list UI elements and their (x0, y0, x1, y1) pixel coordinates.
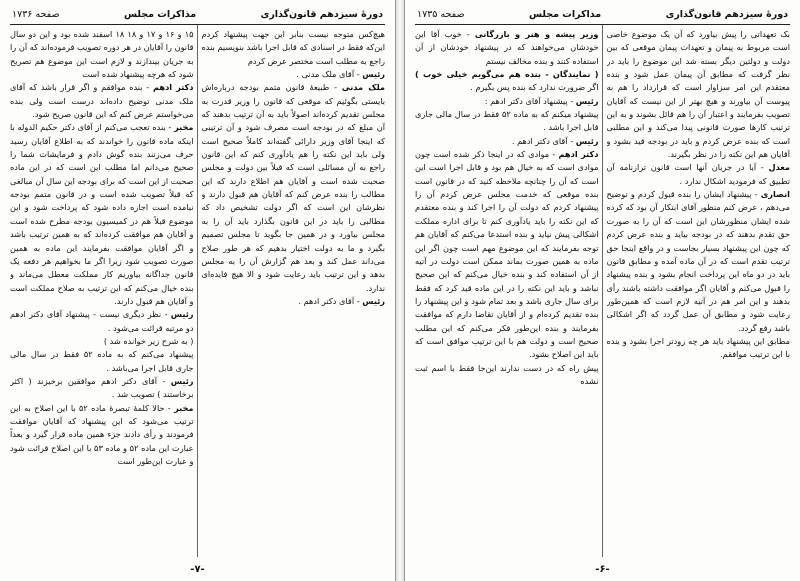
paragraph (202, 81, 386, 295)
paragraph (10, 348, 194, 375)
paragraph (415, 95, 599, 108)
paragraph-text: - بنده تعجب می‌کنم از آقای دکتر حکیم الدوله با اینکه ماده قانون را خواندند که به اطلاع آقایان رسید حرف می‌زنند بنده گوش دادم و فرمایشات شما را صحیح می‌دانم اما مطلب این است که در این ماده صحبت از این است که برای بودجه این سال آن مبالغی که قبلاً تصویب شده است و در قانون متمم بودجه نیامده است اجازه داده شود که پرداخت شود و این موضوع قبلاً هم در کمیسیون بودجه مطرح شده است و آقایان هم موافقت کرده‌اند که به همین ترتیب باشد و اگر آقایان موافقت بفرمایند این ماده به همین صورت تصویب شود زیرا اگر ما بخواهیم هر دفعه یک قانون جداگانه بیاوریم کار مملکت معطل می‌ماند و بنده خیال می‌کنم که این ترتیب به صلاح مملکت است و آقایان هم قبول دارند. (10, 122, 194, 306)
page-footer-number: -۷- (190, 564, 205, 575)
paragraph (415, 362, 599, 389)
page-header (415, 6, 790, 25)
header-term: دورهٔ سیزدهم قانون‌گذاری (665, 8, 788, 20)
speaker-label: رئیس (575, 95, 599, 106)
paragraph (202, 28, 386, 68)
speaker-label: ( نمایندگان - بنده هم می‌گویم خیلی خوب ) (415, 69, 599, 80)
paragraph-text: اگر ضرورت ندارد که بنده پس بگیرم . (470, 82, 599, 93)
paragraph-text: - پیشنهاد ایشان را بنده قبول کردم و توضیح می‌دهم ، عرض کنم منظور آقای ابتکار آن بود که کرده شده ایشان منظورشان این است که آن را به صورت حق تقدم بدهند که در بودجه بیاید و بنده عرض کردم که چون این پیشنهاد بسیار بجاست و در واقع اینجا حق ترتیب تقدم است که در آن ماده آمده و مطابق قانون باید در دو ماه این پرداخت انجام بشود و بنده پیشنهاد را قبول می‌کنم و آقایان اگر موافقت داشته باشند رأی بدهند و این امر هم در آتیه لازم است که همین‌طور رعایت شود و مطابق آن عمل گردد که اگر اشکالی باشد رفع گردد. (606, 189, 790, 333)
column-divider (602, 25, 603, 557)
speaker-label: رئیس (170, 309, 194, 320)
header-session: مذاکرات مجلس (528, 8, 602, 20)
page-footer-number: -۶- (595, 564, 610, 575)
left-page (0, 0, 396, 581)
paragraph (415, 148, 599, 362)
column-left (415, 28, 599, 563)
paragraph-text: بک تعهداتی را پیش بیاورد که آن یک موضوع خاصی است مربوط به پیمان و تعهدات پیمان موقعی که بین دولت و دولتین دیگر بسته شد این موضوع را باید در نظر گرفت که مطابق آن پیمان عمل شود و بنده معتقدم این امر سزاوار است که قرارداد را هم به پیوست آن بیاورند و هیچ بهتر از این نیست که آقایان تصویب بفرمایند و اعتبار آن را هم قائل بشوند و به این ترتیب کارها صورت قانونی پیدا می‌کند و این مطلبی است که بنده عرض کردم و باید در بودجه قید بشود و آقایان هم این نکته را در نظر بگیرند. (606, 29, 790, 160)
paragraph (415, 108, 599, 135)
paragraph (607, 188, 791, 335)
book-gutter (396, 0, 404, 581)
paragraph-text: - موادی که در اینجا ذکر شده است چون موادی است که به خیال هم بود و قابل اجرا است این است که آن را چنانچه ملاحظه کنید که در قانون است بنده موقعی که خدمت مجلس عرض کردم آن را پیشنهاد کردم که دولت آن را اجرا کند و بنده معتقدم که این نکته را باید یادآوری کنم تا برای اداره مملکت اشکالی پیش نیاید و بنده استدعا می‌کنم که آقایان هم توجه بفرمایند که این موضوع مهم است چون اگر این ماده به همین صورت بماند ممکن است دولت در آتیه از آن استفاده کند و بنده خیال می‌کنم که این صحیح نباشد و باید این نکته را در این ماده قید کرد که فقط برای سال جاری باشد و بعد تمام شود و این پیشنهاد را بنده تقدیم کرده‌ام و از آقایان تقاضا دارم که موافقت بفرمایند و بنده این‌طور فکر می‌کنم که این مطلب صحیح است و دولت هم با این ترتیب موافق است که باید این اصلاح بشود. (415, 149, 599, 360)
speaker-label: ملک مدنی (341, 82, 385, 93)
column-right (202, 28, 386, 563)
paragraph (415, 28, 599, 68)
paragraph-text: - حالا کلمهٔ تبصرهٔ ماده ۵۲ با این اصلاح به این ترتیب می‌شود که این پیشنهاد که آقایان موافقت فرمودند و رأی دادند جزء همین ماده قرار گیرد و بعداً عبارت این ماده ۵۲ و ماده ۵۳ با این اصلاح قرائت شود و عبارت این‌طور است (10, 402, 194, 466)
column-left (10, 28, 194, 563)
paragraph (10, 335, 194, 348)
page-header (10, 6, 385, 25)
column-right (607, 28, 791, 563)
paragraph-text: - آقای دکتر ادهم . (298, 295, 363, 306)
paragraph-text: - خوب آقا این خودشان می‌خواهند که در پیشنهاد خودشان از آن استفاده کنند و بنده مخالف نیستم (415, 29, 599, 66)
paragraph (202, 295, 386, 308)
paragraph-text: - آقای دکتر ادهم . (511, 135, 576, 146)
speaker-label: رئیس (170, 375, 194, 386)
speaker-label: مخبر (174, 402, 194, 413)
paragraph-text: ( به شرح زیر خوانده شد ) (103, 335, 194, 346)
paragraph (10, 28, 194, 81)
right-page (404, 0, 800, 581)
header-page-number: صفحه ۱۷۳۶ (12, 8, 60, 20)
paragraph-text: - آیا در جریان آنها است قانون ترازنامه آن تطبیق که فرمودید اشکال ندارد . (606, 162, 790, 186)
paragraph-text: - طبیعهٔ قانون متمم بودجه درباره‌اش بایستی بگوئیم که موقعی که قانون را وزیر قدرت به مجلس تقدیم کرده‌اند اصولاً باید به آن ترتیب بدهند که آن مبلغ که در بودجه است مصرف شود و آن ترتیبی که اینجا آقای وزیر دارائی گفته‌اند کاملاً صحیح است ولی باید این نکته را هم یادآوری کنم که این قانون راجع به آن مسائلی است که قبلاً بین دولت و مجلس صحبت شده است و آقایان هم اطلاع دارند که این مطالب را بنده عرض کنم که آقایان هم قبول دارند و نظرشان این است که اگر دولت تشخیص داد که مطالبی را باید در این قانون بگذارد باید آن را به مجلس بیاورد و در همین جا بگوید تا مجلس تصمیم بگیرد و ما به دولت اختیار بدهیم که هر طور صلاح می‌داند عمل کند و بعد هم گزارش آن را به مجلس بدهد و این ترتیب باید رعایت شود و الا هیچ فایده‌ای ندارد. (201, 82, 385, 293)
speaker-label: دکتر ادهم (558, 149, 599, 160)
speaker-label: وزیر پیشه و هنر و بازرگانی (474, 29, 599, 39)
speaker-label: رئیس (362, 69, 385, 80)
paragraph-text: - آقای ملک مدنی . (296, 69, 363, 80)
paragraph (10, 402, 194, 469)
header-page-number: صفحه ۱۷۳۵ (417, 8, 465, 20)
speaker-label: رئیس (362, 295, 385, 306)
paragraph (10, 81, 194, 121)
paragraph (607, 335, 791, 362)
paragraph-text: - بنده موافقم و اگر قرار باشد که آقای ملک مدنی توضیح داده‌اند درست است ولی بنده می‌خواستم عرض کنم که این قانون صریح شود. (10, 82, 194, 120)
speaker-label: رئیس (575, 135, 599, 146)
paragraph-text: پیشنهاد میکنم که به ماده ۵۲ فقط در سال مالی جاری قابل اجرا باشد . (415, 109, 599, 133)
speaker-label: انصاری (760, 189, 790, 200)
column-divider (197, 25, 198, 557)
paragraph-text: هیچ‌کس متوجه نیست بنابر این جهت پیشنهاد کردم این‌که فقط در اسنادی که قابل اجرا باشد بنویسیم بنده راجع به مطلب است مختصر عرض کردم (201, 29, 385, 66)
speaker-label: معدل (768, 162, 790, 173)
paragraph (415, 68, 599, 95)
header-term: دورهٔ سیزدهم قانون‌گذاری (260, 8, 383, 20)
paragraph (202, 68, 386, 81)
paragraph-text: پیشنهاد می‌کنم که به ماده ۵۲ فقط در سال مالی جاری قابل اجرا می‌باشد . (10, 349, 194, 373)
paragraph-text: پیش راه که در دست ندارند این‌جا فقط با اسم ثبت نشده (415, 362, 599, 386)
paragraph-text: - آقای دکتر ادهم موافقین برخیزند ( اکثر برخاستند ) تصویب شد . (10, 375, 194, 400)
paragraph (10, 375, 194, 402)
paragraph (607, 28, 791, 161)
paragraph (607, 161, 791, 188)
paragraph-text: - نظر دیگری نیست - پیشنهاد آقای دکتر ادهم دو مرتبه قرائت می‌شود . (10, 309, 194, 333)
header-session: مذاکرات مجلس (123, 8, 197, 20)
paragraph-text: ۱۵ و ۱۶ و ۱۷ و ۱۸ ۱۸ اسفند شده بود و این دو سال قانون را آقایان در هر دوره تصویب فرموده‌اند که آن را به جریان بیندازند و لازم است این موضوع هم تصریح شود که هرچه پیشنهاد شده است (10, 29, 194, 80)
paragraph (10, 308, 194, 335)
paragraph (415, 135, 599, 148)
speaker-label: دکتر ادهم (153, 82, 194, 93)
paragraph-text: مطابق این پیشنهاد باید هر چه زودتر اجرا بشود و بنده با این ترتیب موافقم. (606, 335, 790, 360)
paragraph (10, 121, 194, 308)
paragraph-text: - پیشنهاد آقای دکتر ادهم : (484, 95, 576, 106)
speaker-label: مخبر (174, 122, 194, 133)
